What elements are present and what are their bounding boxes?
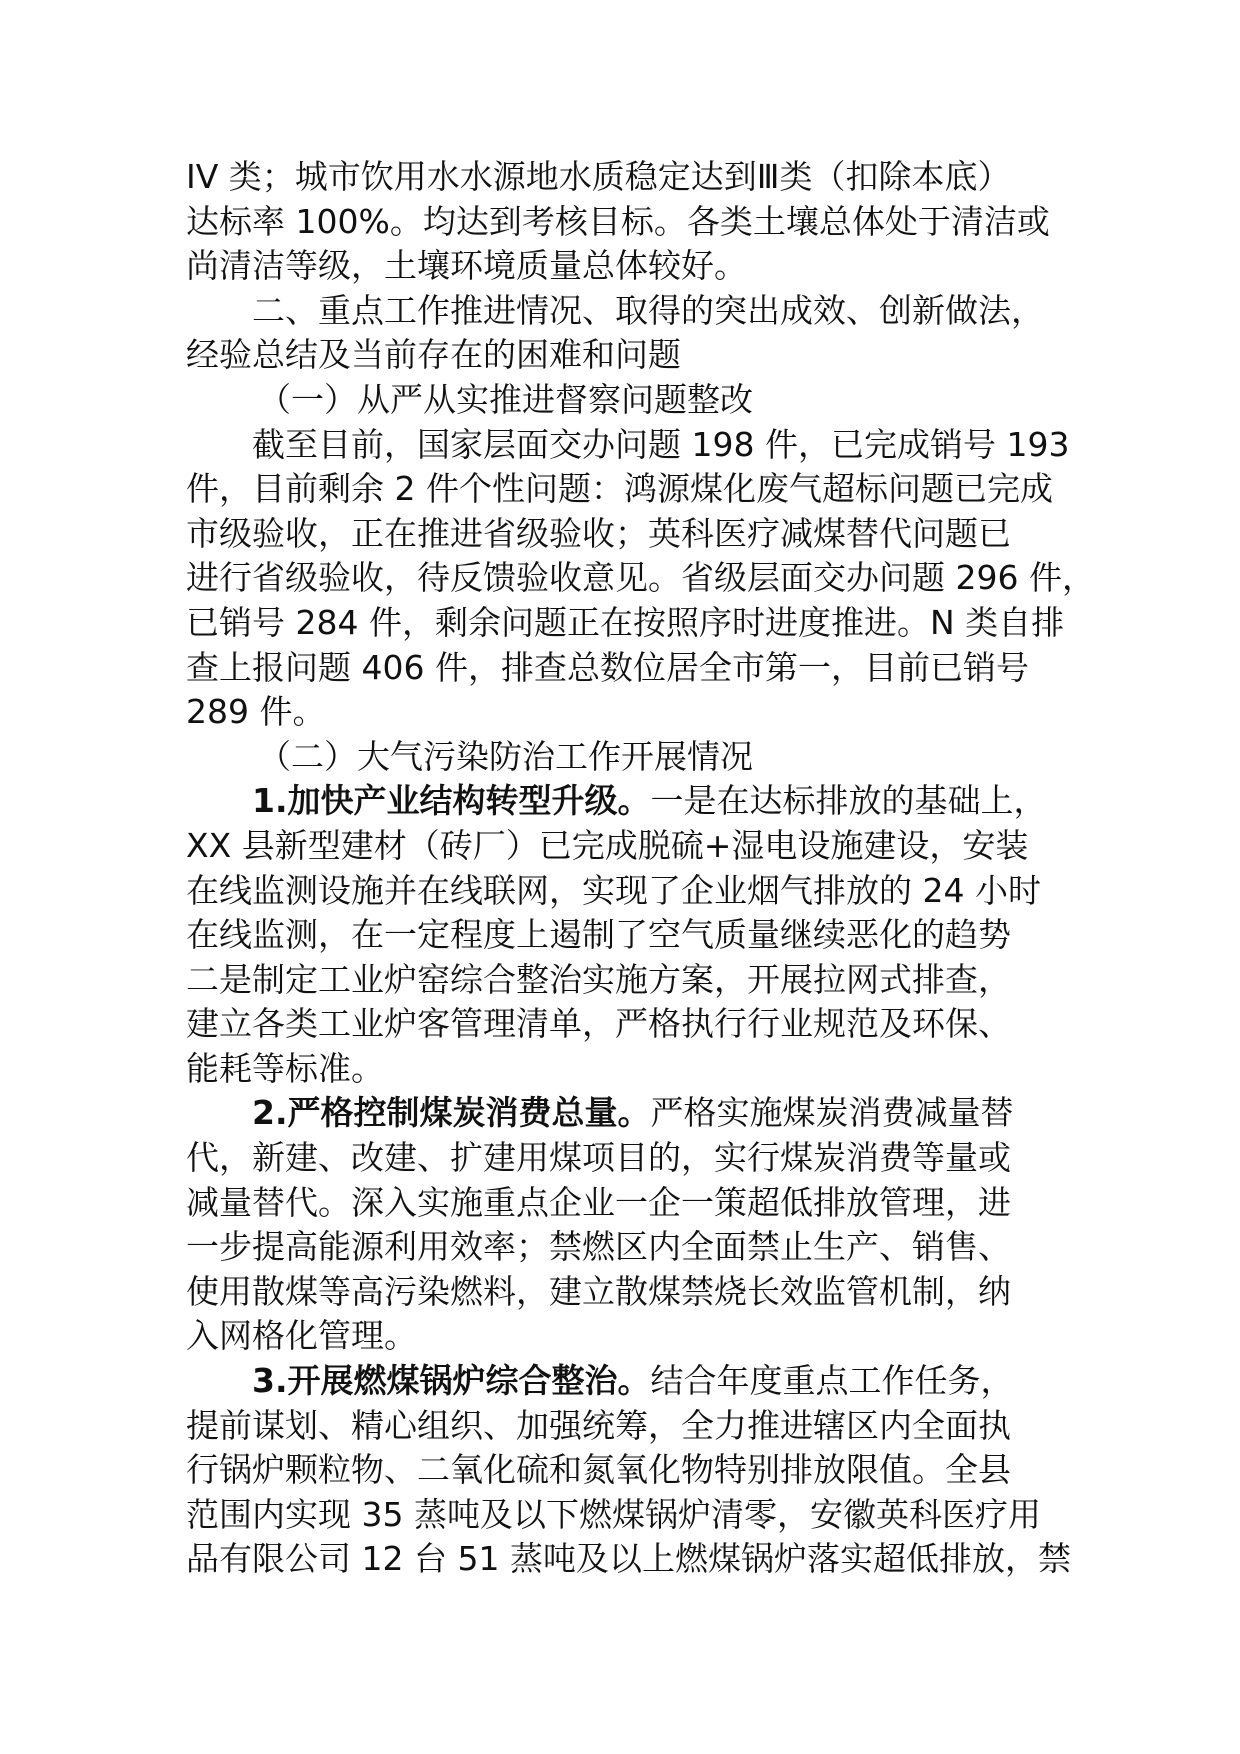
text-line: 入网格化管理。 [186, 1316, 417, 1356]
text-line: 建立各类工业炉客管理清单，严格执行行业规范及环保、 [186, 1004, 1011, 1044]
text-line: 在线监测，在一定程度上遏制了空气质量继续恶化的趋势 [186, 915, 1011, 955]
lead-continuation: 一是在达标排放的基础上， [650, 781, 1047, 821]
paragraph-start [186, 1359, 1066, 1404]
section-heading: 二、重点工作推进情况、取得的突出成效、创新做法， [252, 290, 1044, 330]
text-line: 二是制定工业炉窑综合整治实施方案，开展拉网式排查， [186, 959, 1011, 999]
text-line: 达标率 100%。均达到考核目标。各类土壤总体处于清洁或 [186, 201, 1050, 241]
text-line: 代，新建、改建、扩建用煤项目的，实行煤炭消费等量或 [186, 1138, 1011, 1178]
paragraph-start: 截至目前，国家层面交办问题 198 件，已完成销号 193 [252, 424, 1070, 464]
bold-lead: 2.严格控制煤炭消费总量。 [252, 1093, 651, 1133]
text-line: 范围内实现 35 蒸吨及以下燃煤锅炉清零，安徽英科医疗用 [186, 1494, 1041, 1534]
lead-continuation: 严格实施煤炭消费减量替 [650, 1093, 1014, 1133]
lead-continuation: 结合年度重点工作任务， [650, 1361, 1014, 1401]
text-line: 行锅炉颗粒物、二氧化硫和氮氧化物特别排放限值。全县 [186, 1450, 1011, 1490]
bold-lead: 1.加快产业结构转型升级。 [252, 781, 651, 821]
subsection-heading: （二）大气污染防治工作开展情况 [258, 736, 753, 776]
text-line: 提前谋划、精心组织、加强统筹，全力推进辖区内全面执 [186, 1405, 1011, 1445]
text-line: 289 件。 [186, 692, 326, 732]
bold-lead: 3.开展燃煤锅炉综合整治。 [252, 1361, 651, 1401]
text-line: 已销号 284 件，剩余问题正在按照序时进度推进。N 类自排 [186, 602, 1065, 642]
document-body [186, 155, 1095, 1582]
paragraph-start [186, 779, 1066, 824]
subsection-heading: （一）从严从实推进督察问题整改 [258, 379, 753, 419]
text-line: 市级验收，正在推进省级验收；英科医疗减煤替代问题已 [186, 513, 1011, 553]
text-line: 进行省级验收，待反馈验收意见。省级层面交办问题 296 件， [186, 558, 1095, 598]
text-line: 查上报问题 406 件，排查总数位居全市第一，目前已销号 [186, 647, 1029, 687]
text-line: 一步提高能源利用效率；禁燃区内全面禁止生产、销售、 [186, 1227, 1011, 1267]
section-heading-continued: 经验总结及当前存在的困难和问题 [186, 335, 681, 375]
text-line: 品有限公司 12 台 51 蒸吨及以上燃煤锅炉落实超低排放，禁 [186, 1539, 1071, 1579]
text-line: 尚清洁等级，土壤环境质量总体较好。 [186, 246, 747, 286]
text-line: 使用散煤等高污染燃料，建立散煤禁烧长效监管机制，纳 [186, 1271, 1011, 1311]
text-line: 减量替代。深入实施重点企业一企一策超低排放管理，进 [186, 1182, 1011, 1222]
text-line: 件，目前剩余 2 件个性问题：鸿源煤化废气超标问题已完成 [186, 469, 1053, 509]
text-line: XX 县新型建材（砖厂）已完成脱硫+湿电设施建设，安装 [186, 825, 1029, 865]
text-line: 能耗等标准。 [186, 1048, 384, 1088]
paragraph-start [186, 1091, 1066, 1136]
text-line: 在线监测设施并在线联网，实现了企业烟气排放的 24 小时 [186, 870, 1041, 910]
text-line: IV 类；城市饮用水水源地水质稳定达到Ⅲ类（扣除本底） [186, 157, 1011, 196]
